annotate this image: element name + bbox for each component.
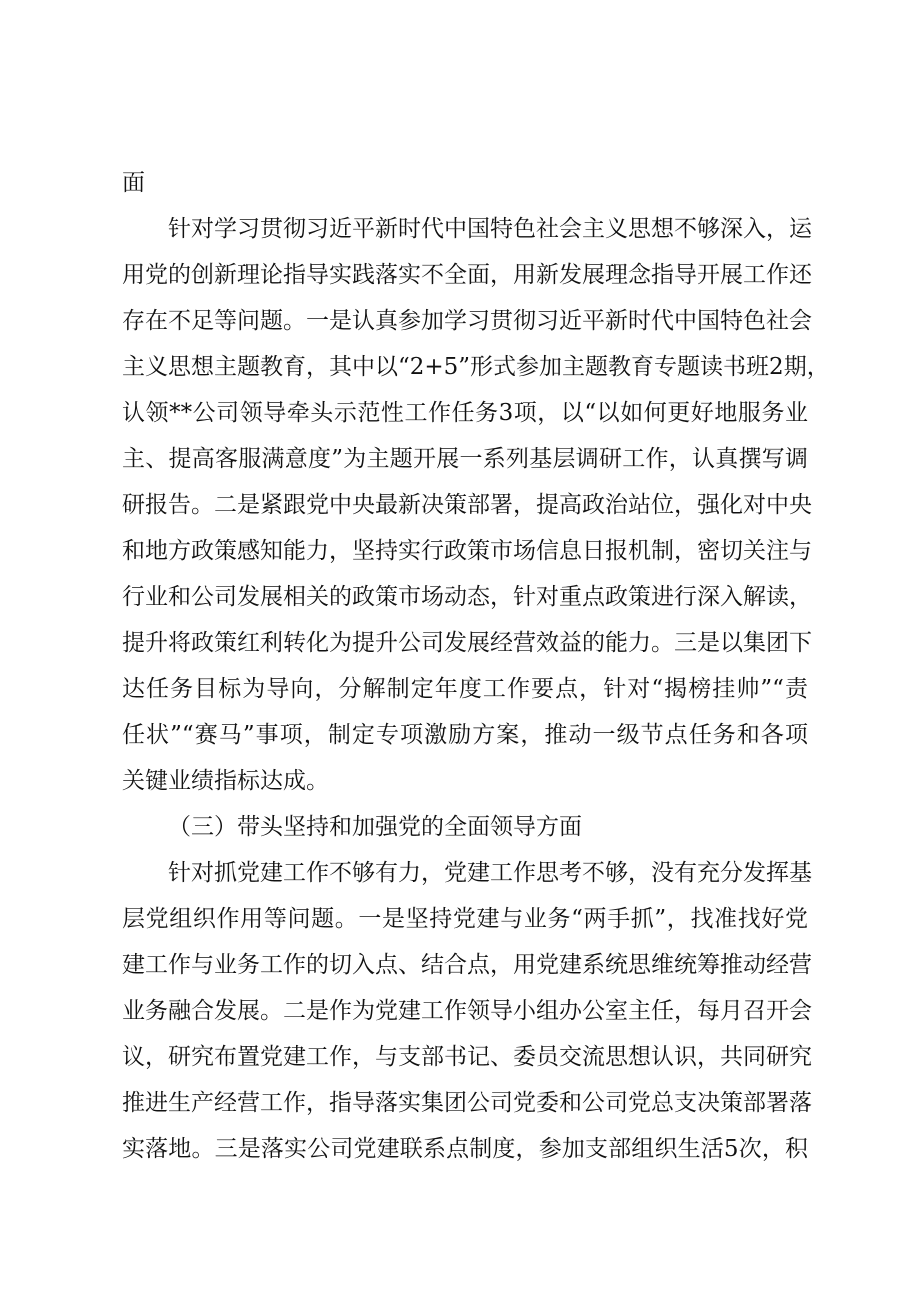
paragraph-line: 存在不足等问题。一是认真参加学习贯彻习近平新时代中国特色社会 — [122, 308, 812, 334]
paragraph-line: 和地方政策感知能力，坚持实行政策市场信息日报机制，密切关注与 — [122, 538, 812, 564]
paragraph-line: 任状”“赛马”事项，制定专项激励方案，推动一级节点任务和各项 — [122, 722, 808, 748]
paragraph-line: 推进生产经营工作，指导落实集团公司党委和公司党总支决策部署落 — [122, 1090, 812, 1116]
paragraph-line: 用党的创新理论指导实践落实不全面，用新发展理念指导开展工作还 — [122, 262, 812, 288]
section-heading: （三）带头坚持和加强党的全面领导方面 — [168, 814, 582, 840]
paragraph-line: 建工作与业务工作的切入点、结合点，用党建系统思维统筹推动经营 — [122, 952, 812, 978]
paragraph-line: 主义思想主题教育，其中以“2+5”形式参加主题教育专题读书班2期， — [122, 354, 830, 380]
paragraph-line: 主、提高客服满意度”为主题开展一系列基层调研工作，认真撰写调 — [122, 446, 808, 472]
paragraph-line: 关键业绩指标达成。 — [122, 768, 329, 794]
paragraph-line: 行业和公司发展相关的政策市场动态，针对重点政策进行深入解读， — [122, 584, 812, 610]
paragraph-line: 议，研究布置党建工作，与支部书记、委员交流思想认识，共同研究 — [122, 1044, 812, 1070]
paragraph-line: 达任务目标为导向，分解制定年度工作要点，针对“揭榜挂帅”“责 — [122, 676, 808, 702]
paragraph-line: 针对学习贯彻习近平新时代中国特色社会主义思想不够深入，运 — [168, 216, 812, 242]
paragraph-line: 认领**公司领导牵头示范性工作任务3项，以“以如何更好地服务业 — [122, 400, 808, 426]
paragraph-line: 提升将政策红利转化为提升公司发展经营效益的能力。三是以集团下 — [122, 630, 812, 656]
paragraph-line: 层党组织作用等问题。一是坚持党建与业务“两手抓”，找准找好党 — [122, 906, 808, 932]
page-fragment: 面 — [122, 170, 145, 196]
paragraph-line: 研报告。二是紧跟党中央最新决策部署，提高政治站位，强化对中央 — [122, 492, 812, 518]
paragraph-line: 实落地。三是落实公司党建联系点制度，参加支部组织生活5次，积 — [122, 1136, 808, 1162]
paragraph-line: 针对抓党建工作不够有力，党建工作思考不够，没有充分发挥基 — [168, 860, 812, 886]
paragraph-line: 业务融合发展。二是作为党建工作领导小组办公室主任，每月召开会 — [122, 998, 812, 1024]
